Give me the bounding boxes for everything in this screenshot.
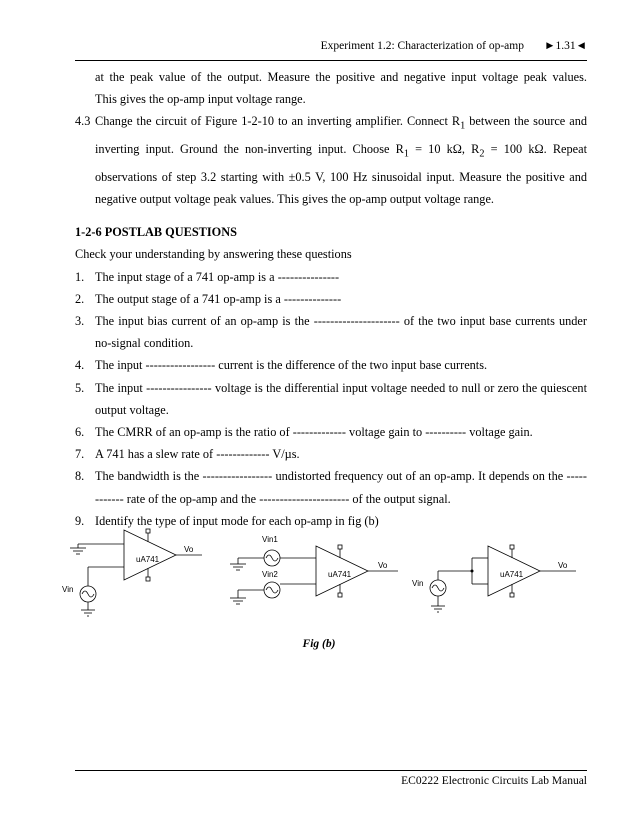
question-item: 6. The CMRR of an op-amp is the ratio of ------------- voltage gain to ---------- voltage gain. (75, 424, 533, 439)
intro-line-1: at the peak value of the output. Measure the positive and negative input voltage peak values. (95, 70, 587, 84)
opamp-2-out-label: Vo (378, 561, 388, 570)
opamp-circuits-figure (60, 520, 600, 630)
opamp-2-in1-label: Vin1 (262, 535, 278, 544)
question-item: 3. The input bias current of an op-amp is the --------------------- of the two input base currents under no-signal condition. (75, 313, 587, 351)
opamp-2-label: uA741 (328, 570, 352, 579)
question-item: 4. The input ----------------- current is the difference of the two input base currents. (75, 358, 488, 373)
question-item: 7. A 741 has a slew rate of ------------- V/µs. (75, 447, 300, 462)
opamp-1-out-label: Vo (184, 545, 194, 554)
question-item: 5. The input ---------------- voltage is the differential input voltage needed to null or zero the quiescent output voltage. (75, 380, 587, 417)
page-header (75, 40, 587, 52)
step-number: 4.3 (75, 114, 91, 129)
question-item: 1. The input stage of a 741 op-amp is a --------------- (75, 269, 340, 284)
page-content (75, 66, 587, 532)
page-footer: EC0222 Electronic Circuits Lab Manual (401, 775, 587, 787)
question-item: 2. The output stage of a 741 op-amp is a -------------- (75, 291, 342, 306)
question-item: 8. The bandwidth is the ----------------- undistorted frequency out of an op-amp. It depends on the ------------ rate of the op-amp and the ---------------------- of the output signal. (75, 469, 587, 506)
intro-line-2: This gives the op-amp input voltage range. (95, 92, 306, 107)
opamp-3-out-label: Vo (558, 561, 568, 570)
header-title: Experiment 1.2: Characterization of op-amp (320, 40, 524, 52)
circuit-1 (70, 529, 202, 616)
header-rule (75, 60, 587, 61)
opamp-1-label: uA741 (136, 555, 160, 564)
opamp-3-label: uA741 (500, 570, 524, 579)
opamp-3-in-label: Vin (412, 579, 424, 588)
footer-rule (75, 770, 587, 771)
header-page-number: ►1.31◄ (544, 40, 587, 52)
step-4-3 (75, 110, 587, 210)
section-intro: Check your understanding by answering these questions (75, 247, 352, 262)
opamp-2-in2-label: Vin2 (262, 570, 278, 579)
step-text: Change the circuit of Figure 1-2-10 to an inverting amplifier. Connect $R_1$ between the source and inverting input. Ground the non-inverting input. Choose $R_1 = 10$ kΩ, $R_2 = 100$ kΩ. Repeat observations of step 3.2 starting with ±0.5 V, 100 Hz sinusoidal input. Measure the positive and negative output voltage peak values. This gives the op-amp output voltage range. (95, 114, 587, 206)
question-item: 9. Identify the type of input mode for each op-amp in fig (b) (75, 513, 379, 528)
opamp-1-in-label: Vin (62, 585, 74, 594)
figure-caption: Fig (b) (302, 638, 336, 650)
section-heading: 1-2-6 POSTLAB QUESTIONS (75, 225, 237, 240)
circuit-2 (230, 545, 398, 604)
